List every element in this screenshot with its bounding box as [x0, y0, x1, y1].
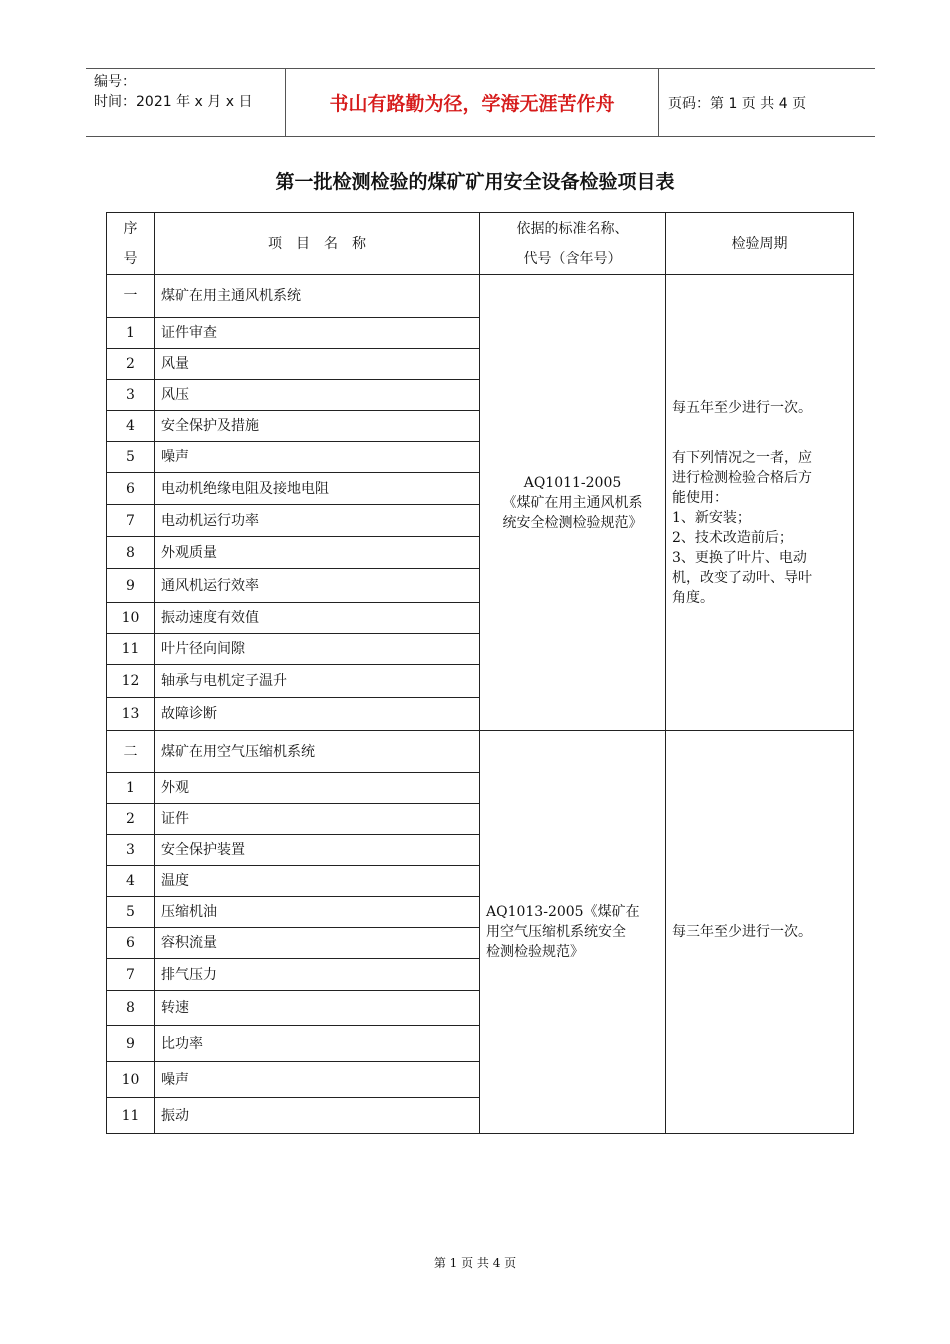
cycle-line: 3、更换了叶片、电动 [672, 549, 807, 566]
item-name: 风量 [155, 349, 480, 380]
table-body [107, 275, 854, 1134]
item-name: 温度 [155, 866, 480, 897]
item-number: 12 [107, 665, 155, 698]
item-number: 2 [107, 349, 155, 380]
doc-time-label: 时间：2021 年 x 月 x 日 [94, 94, 253, 110]
item-number: 1 [107, 773, 155, 804]
item-number: 13 [107, 698, 155, 731]
doc-number-label: 编号： [94, 74, 136, 90]
cycle-cell [666, 275, 854, 731]
item-name: 电动机绝缘电阻及接地电阻 [155, 473, 480, 505]
item-name: 通风机运行效率 [155, 569, 480, 603]
section-name: 煤矿在用主通风机系统 [155, 275, 480, 318]
section-number: 二 [107, 731, 155, 773]
section-row [107, 731, 854, 773]
cycle-line: 2、技术改造前后； [672, 529, 793, 546]
item-number: 4 [107, 411, 155, 442]
standard-line: AQ1013-2005《煤矿在 [486, 904, 640, 920]
header-standard [480, 213, 666, 275]
cycle-gap [672, 418, 847, 448]
item-number: 1 [107, 318, 155, 349]
cycle-line: 有下列情况之一者，应 [672, 449, 812, 466]
item-name: 风压 [155, 380, 480, 411]
page-footer: 第 1 页 共 4 页 [433, 1256, 517, 1270]
item-number: 10 [107, 1062, 155, 1098]
item-number: 5 [107, 442, 155, 473]
item-number: 2 [107, 804, 155, 835]
item-name: 容积流量 [155, 928, 480, 959]
item-name: 外观 [155, 773, 480, 804]
item-name: 比功率 [155, 1026, 480, 1062]
cycle-line: 每五年至少进行一次。 [672, 399, 812, 416]
inspection-table [106, 212, 854, 1134]
item-name: 振动 [155, 1098, 480, 1134]
standard-cell [480, 275, 666, 731]
item-name: 证件审查 [155, 318, 480, 349]
header-motto: 书山有路勤为径，学海无涯苦作舟 [329, 93, 615, 115]
header-item-name: 项 目 名 称 [155, 213, 480, 275]
header-seq [107, 213, 155, 275]
header-meta [94, 72, 252, 112]
item-name: 噪声 [155, 442, 480, 473]
item-number: 3 [107, 835, 155, 866]
item-name: 叶片径向间隙 [155, 634, 480, 665]
standard-line: AQ1011-2005 [523, 474, 622, 491]
item-name: 排气压力 [155, 959, 480, 991]
item-name: 噪声 [155, 1062, 480, 1098]
standard-line: 《煤矿在用主通风机系 [502, 494, 643, 511]
cycle-line: 能使用： [672, 489, 728, 506]
item-number: 7 [107, 959, 155, 991]
section-name: 煤矿在用空气压缩机系统 [155, 731, 480, 773]
standard-cell [480, 731, 666, 1134]
section-row [107, 275, 854, 318]
table-header-row [107, 213, 854, 275]
item-number: 9 [107, 1026, 155, 1062]
item-name: 轴承与电机定子温升 [155, 665, 480, 698]
item-number: 9 [107, 569, 155, 603]
item-name: 证件 [155, 804, 480, 835]
item-number: 3 [107, 380, 155, 411]
item-number: 4 [107, 866, 155, 897]
header-seq-line: 序 [123, 220, 138, 237]
item-number: 11 [107, 634, 155, 665]
item-number: 8 [107, 537, 155, 569]
header-divider [658, 69, 659, 136]
item-name: 安全保护及措施 [155, 411, 480, 442]
item-name: 外观质量 [155, 537, 480, 569]
standard-line: 用空气压缩机系统安全 [486, 924, 626, 940]
page-header [86, 68, 875, 137]
item-number: 10 [107, 603, 155, 634]
item-name: 转速 [155, 991, 480, 1026]
item-name: 故障诊断 [155, 698, 480, 731]
cycle-cell [666, 731, 854, 1134]
cycle-line: 每三年至少进行一次。 [672, 924, 812, 940]
item-number: 7 [107, 505, 155, 537]
header-page-info: 页码：第 1 页 共 4 页 [668, 96, 807, 112]
cycle-line: 角度。 [672, 589, 714, 606]
header-standard-line: 依据的标准名称、 [516, 220, 629, 237]
item-name: 安全保护装置 [155, 835, 480, 866]
item-number: 6 [107, 928, 155, 959]
item-number: 8 [107, 991, 155, 1026]
item-name: 电动机运行功率 [155, 505, 480, 537]
cycle-line: 1、新安装； [672, 509, 751, 526]
standard-line: 统安全检测检验规范》 [502, 514, 643, 531]
standard-line: 检测检验规范》 [486, 944, 584, 960]
item-name: 振动速度有效值 [155, 603, 480, 634]
document-title: 第一批检测检验的煤矿矿用安全设备检验项目表 [275, 171, 675, 193]
item-number: 6 [107, 473, 155, 505]
header-standard-line: 代号（含年号） [523, 250, 622, 267]
cycle-line: 进行检测检验合格后方 [672, 469, 812, 486]
header-cycle: 检验周期 [666, 213, 854, 275]
cycle-line: 机，改变了动叶、导叶 [672, 569, 812, 586]
section-number: 一 [107, 275, 155, 318]
header-seq-line: 号 [123, 250, 138, 267]
item-number: 11 [107, 1098, 155, 1134]
item-name: 压缩机油 [155, 897, 480, 928]
item-number: 5 [107, 897, 155, 928]
